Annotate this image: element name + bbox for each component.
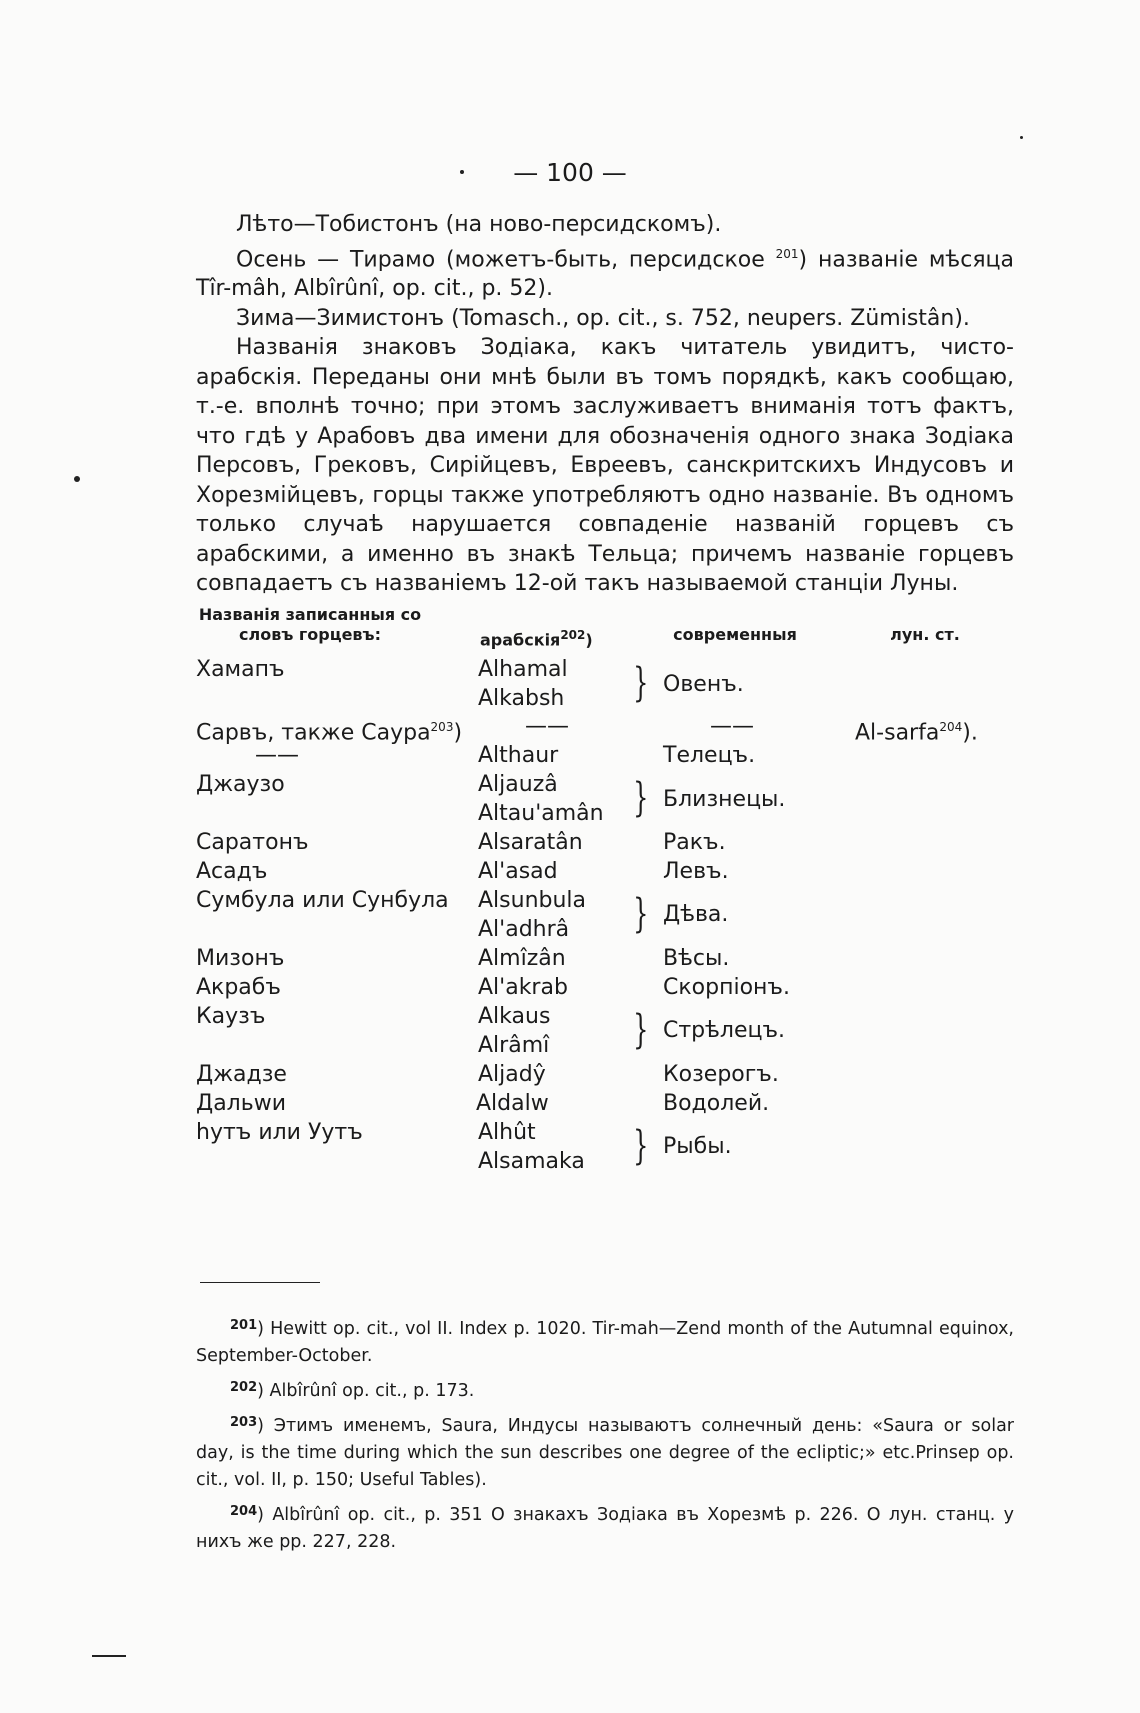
row-aries-gortsy: Хамапъ <box>196 657 285 682</box>
row-capricorn-arabic: Aljadŷ <box>478 1062 546 1087</box>
row-sarv-gortsy-text: Сарвъ, также Саура <box>196 720 431 746</box>
footnote-201 <box>196 1312 1014 1370</box>
row-leo-modern: Левъ. <box>663 859 729 884</box>
row-leo-gortsy: Асадъ <box>196 859 268 884</box>
row-pisces-gortsy: hутъ или Уутъ <box>196 1120 363 1145</box>
paragraph-autumn-b: ) названіе мѣсяца Tîr-mâh, Albîrûnî, op. cit., p. 52). <box>196 246 1015 302</box>
row-pisces-arabic-1: Alhût <box>478 1120 536 1145</box>
brace-virgo: } <box>633 891 649 937</box>
row-aquarius-modern: Водолей. <box>663 1091 770 1116</box>
row-sarv-lunar-tail: ). <box>962 720 978 746</box>
row-capricorn-gortsy: Джадзе <box>196 1062 287 1087</box>
footnote-ref-204: 204 <box>939 720 963 734</box>
header-arabic-tail: ) <box>585 630 593 650</box>
footnote-202-num: 202 <box>230 1380 258 1395</box>
row-virgo-modern: Дѣва. <box>663 902 729 927</box>
row-virgo-gortsy: Сумбула или Сунбула <box>196 888 449 913</box>
header-gortsy-line1: Названія записанныя со <box>198 605 422 624</box>
row-taurus-arabic: Althaur <box>478 743 559 768</box>
row-scorpio-gortsy: Акрабъ <box>196 975 281 1000</box>
row-sarv-gortsy-tail: ) <box>453 720 463 746</box>
paragraph-summer: Лѣто—Тобистонъ (на ново-персидскомъ). <box>236 212 722 237</box>
row-sagittarius-gortsy: Каузъ <box>196 1004 266 1029</box>
row-libra-arabic: Almîzân <box>478 946 566 971</box>
row-gemini-arabic-1: Aljauzâ <box>478 772 558 797</box>
row-gemini-gortsy: Джаузо <box>196 772 285 797</box>
row-taurus-modern: Телецъ. <box>663 743 756 768</box>
header-gortsy-line2: словъ горцевъ: <box>239 625 381 644</box>
footnote-203 <box>196 1409 1014 1494</box>
row-sarv-arabic: —— <box>525 714 569 739</box>
row-cancer-gortsy: Саратонъ <box>196 830 309 855</box>
row-sagittarius-arabic-2: Alrâmî <box>478 1033 550 1058</box>
scan-speck <box>460 170 464 174</box>
table-header-lunar: лун. ст. <box>890 625 960 644</box>
table-header-arabic <box>480 625 620 650</box>
row-aries-modern: Овенъ. <box>663 672 744 697</box>
header-arabic-label: арабскія <box>480 630 561 650</box>
row-pisces-modern: Рыбы. <box>663 1134 732 1159</box>
paragraph-winter: Зима—Зимистонъ (Tomasch., op. cit., s. 752, neupers. Zümistân). <box>236 305 970 331</box>
row-aries-arabic-1: Alhamal <box>478 657 568 682</box>
footnote-202 <box>196 1374 1014 1405</box>
footnote-separator <box>200 1282 320 1283</box>
row-virgo-arabic-1: Alsunbula <box>478 888 587 913</box>
row-gemini-modern: Близнецы. <box>663 787 786 812</box>
page-number: — 100 — <box>513 158 627 187</box>
paragraph-autumn-a: Осень — Тирамо (можетъ-быть, персидское <box>236 246 776 272</box>
footnote-203-num: 203 <box>230 1415 258 1430</box>
row-sagittarius-arabic-1: Alkaus <box>478 1004 551 1029</box>
footnote-204-text: ) Albîrûnî op. cit., p. 351 О знакахъ Зодіака въ Хорезмѣ p. 226. О лун. станц. у нихъ же pp. 227, 228. <box>196 1505 1014 1552</box>
footnote-ref-203: 203 <box>430 720 454 734</box>
row-cancer-modern: Ракъ. <box>663 830 726 855</box>
brace-sagittarius: } <box>633 1007 649 1053</box>
brace-aries: } <box>633 660 649 706</box>
footnotes <box>196 1312 1014 1560</box>
row-aquarius-gortsy: Дальwи <box>196 1091 286 1116</box>
table-header-modern: современныя <box>673 625 797 644</box>
row-capricorn-modern: Козерогъ. <box>663 1062 779 1087</box>
brace-pisces: } <box>633 1123 649 1169</box>
footnote-204-num: 204 <box>230 1504 258 1519</box>
row-sarv-modern: —— <box>710 714 754 739</box>
body-text <box>196 210 1014 599</box>
table-header-gortsy <box>190 605 430 645</box>
row-libra-gortsy: Мизонъ <box>196 946 285 971</box>
row-scorpio-modern: Скорпіонъ. <box>663 975 790 1000</box>
row-cancer-arabic: Alsaratân <box>478 830 583 855</box>
footnote-201-num: 201 <box>230 1318 258 1333</box>
row-sarv-lunar <box>855 712 978 748</box>
row-virgo-arabic-2: Al'adhrâ <box>478 917 570 942</box>
footnote-ref-201: 201 <box>775 246 799 261</box>
scan-mark <box>92 1655 126 1657</box>
row-gemini-arabic-2: Altau'amân <box>478 801 604 826</box>
row-scorpio-arabic: Al'akrab <box>478 975 568 1000</box>
row-pisces-arabic-2: Alsamaka <box>478 1149 585 1174</box>
row-sarv-lunar-text: Al-sarfa <box>855 720 940 746</box>
row-sarv-gortsy <box>196 712 462 748</box>
footnote-201-text: ) Hewitt op. cit., vol II. Index p. 1020. Tir-mah—Zend month of the Autumnal equinox, September-October. <box>196 1319 1014 1366</box>
paragraph-zodiac: Названія знаковъ Зодіака, какъ читатель увидитъ, чисто-арабскія. Переданы они мнѣ были въ томъ порядкѣ, какъ сообщаю, т.-е. вполнѣ точно; при этомъ заслуживаетъ вниманія тотъ фактъ, что гдѣ у Арабовъ два имени для обозначенія одного знака Зодіака Персовъ, Грековъ, Сирійцевъ, Евреевъ, санскритскихъ Индусовъ и Хорезмійцевъ, горцы также употребляютъ одно названіе. Въ одномъ только случаѣ нарушается совпаденіе названій горцевъ съ арабскими, а именно въ знакѣ Тельца; причемъ названіе горцевъ совпадаетъ съ названіемъ 12-ой такъ называемой станціи Луны. <box>196 335 1014 597</box>
row-aquarius-arabic: Aldalw <box>476 1091 549 1116</box>
footnote-ref-202: 202 <box>560 628 586 642</box>
footnote-202-text: ) Albîrûnî op. cit., p. 173. <box>257 1381 475 1401</box>
brace-gemini: } <box>633 775 649 821</box>
scan-speck <box>1020 136 1023 139</box>
paragraph-autumn <box>196 240 1014 304</box>
footnote-203-text: ) Этимъ именемъ, Saura, Индусы называютъ солнечный день: «Saura or solar day, is the time during which the sun describes one degree of the ecliptic;» etc.Prinsep op. cit., vol. II, p. 150; Useful Tables). <box>196 1416 1014 1490</box>
row-libra-modern: Вѣсы. <box>663 946 730 971</box>
row-leo-arabic: Al'asad <box>478 859 558 884</box>
row-sagittarius-modern: Стрѣлецъ. <box>663 1018 786 1043</box>
row-taurus-gortsy: —— <box>255 743 299 768</box>
footnote-204 <box>196 1498 1014 1556</box>
row-aries-arabic-2: Alkabsh <box>478 686 565 711</box>
scan-speck <box>74 476 80 482</box>
